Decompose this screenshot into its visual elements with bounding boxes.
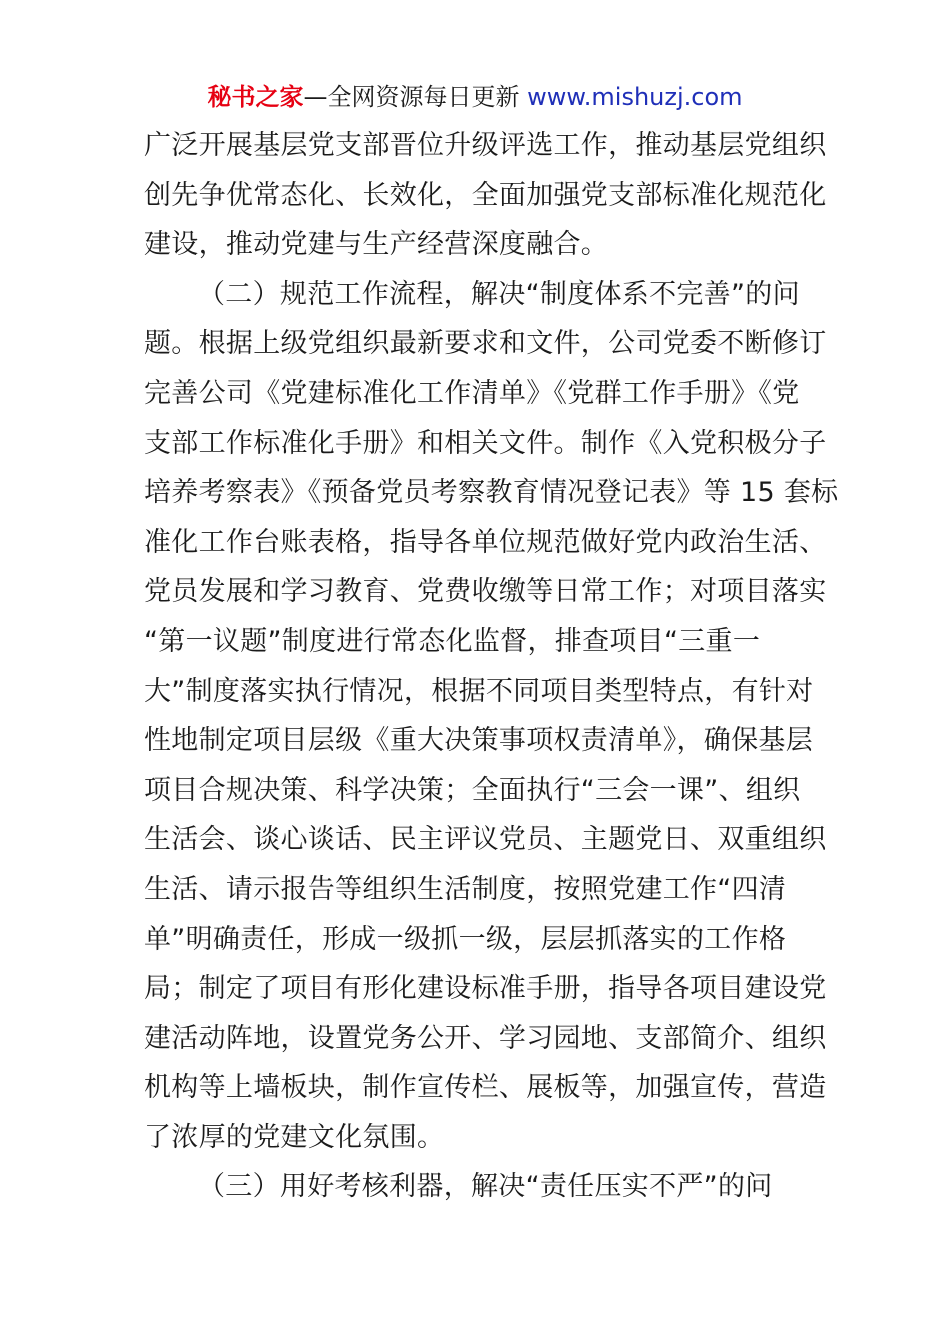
text-line: 培养考察表》《预备党员考察教育情况登记表》等 15 套标 — [144, 477, 839, 509]
text-line: 大”制度落实执行情况，根据不同项目类型特点，有针对 — [144, 675, 814, 707]
text-line: 题。根据上级党组织最新要求和文件，公司党委不断修订 — [144, 328, 827, 360]
text-line: 支部工作标准化手册》和相关文件。制作《入党积极分子 — [144, 427, 827, 459]
text-line: 完善公司《党建标准化工作清单》《党群工作手册》《党 — [144, 377, 800, 409]
text-line: 创先争优常态化、长效化，全面加强党支部标准化规范化 — [144, 179, 827, 211]
text-line: 项目合规决策、科学决策；全面执行“三会一课”、组织 — [144, 774, 801, 806]
section-heading-line: （二）规范工作流程，解决“制度体系不完善”的问 — [198, 278, 800, 310]
text-line: 局；制定了项目有形化建设标准手册，指导各项目建设党 — [144, 973, 827, 1005]
brand-name: 秘书之家 — [207, 83, 304, 111]
section-heading-line: （三）用好考核利器，解决“责任压实不严”的问 — [198, 1171, 773, 1203]
site-url-link[interactable]: www.mishuzj.com — [527, 83, 743, 111]
text-line: 党员发展和学习教育、党费收缴等日常工作；对项目落实 — [144, 576, 827, 608]
text-line: 生活会、谈心谈话、民主评议党员、主题党日、双重组织 — [144, 824, 827, 856]
text-line: 了浓厚的党建文化氛围。 — [144, 1121, 445, 1153]
text-line: 单”明确责任，形成一级抓一级，层层抓落实的工作格 — [144, 923, 787, 955]
text-line: 性地制定项目层级《重大决策事项权责清单》，确保基层 — [144, 725, 813, 757]
page-header — [0, 80, 950, 114]
text-line: 生活、请示报告等组织生活制度，按照党建工作“四清 — [144, 873, 787, 905]
text-line: 建设，推动党建与生产经营深度融合。 — [144, 229, 609, 261]
header-tagline: —全网资源每日更新 — [303, 83, 520, 111]
text-line: 准化工作台账表格，指导各单位规范做好党内政治生活、 — [144, 526, 827, 558]
text-line: 广泛开展基层党支部晋位升级评选工作，推动基层党组织 — [144, 130, 827, 161]
text-line: “第一议题”制度进行常态化监督，排查项目“三重一 — [144, 625, 761, 657]
text-line: 建活动阵地，设置党务公开、学习园地、支部简介、组织 — [144, 1022, 827, 1054]
text-line: 机构等上墙板块，制作宣传栏、展板等，加强宣传，营造 — [144, 1072, 827, 1104]
document-body — [144, 130, 839, 1221]
